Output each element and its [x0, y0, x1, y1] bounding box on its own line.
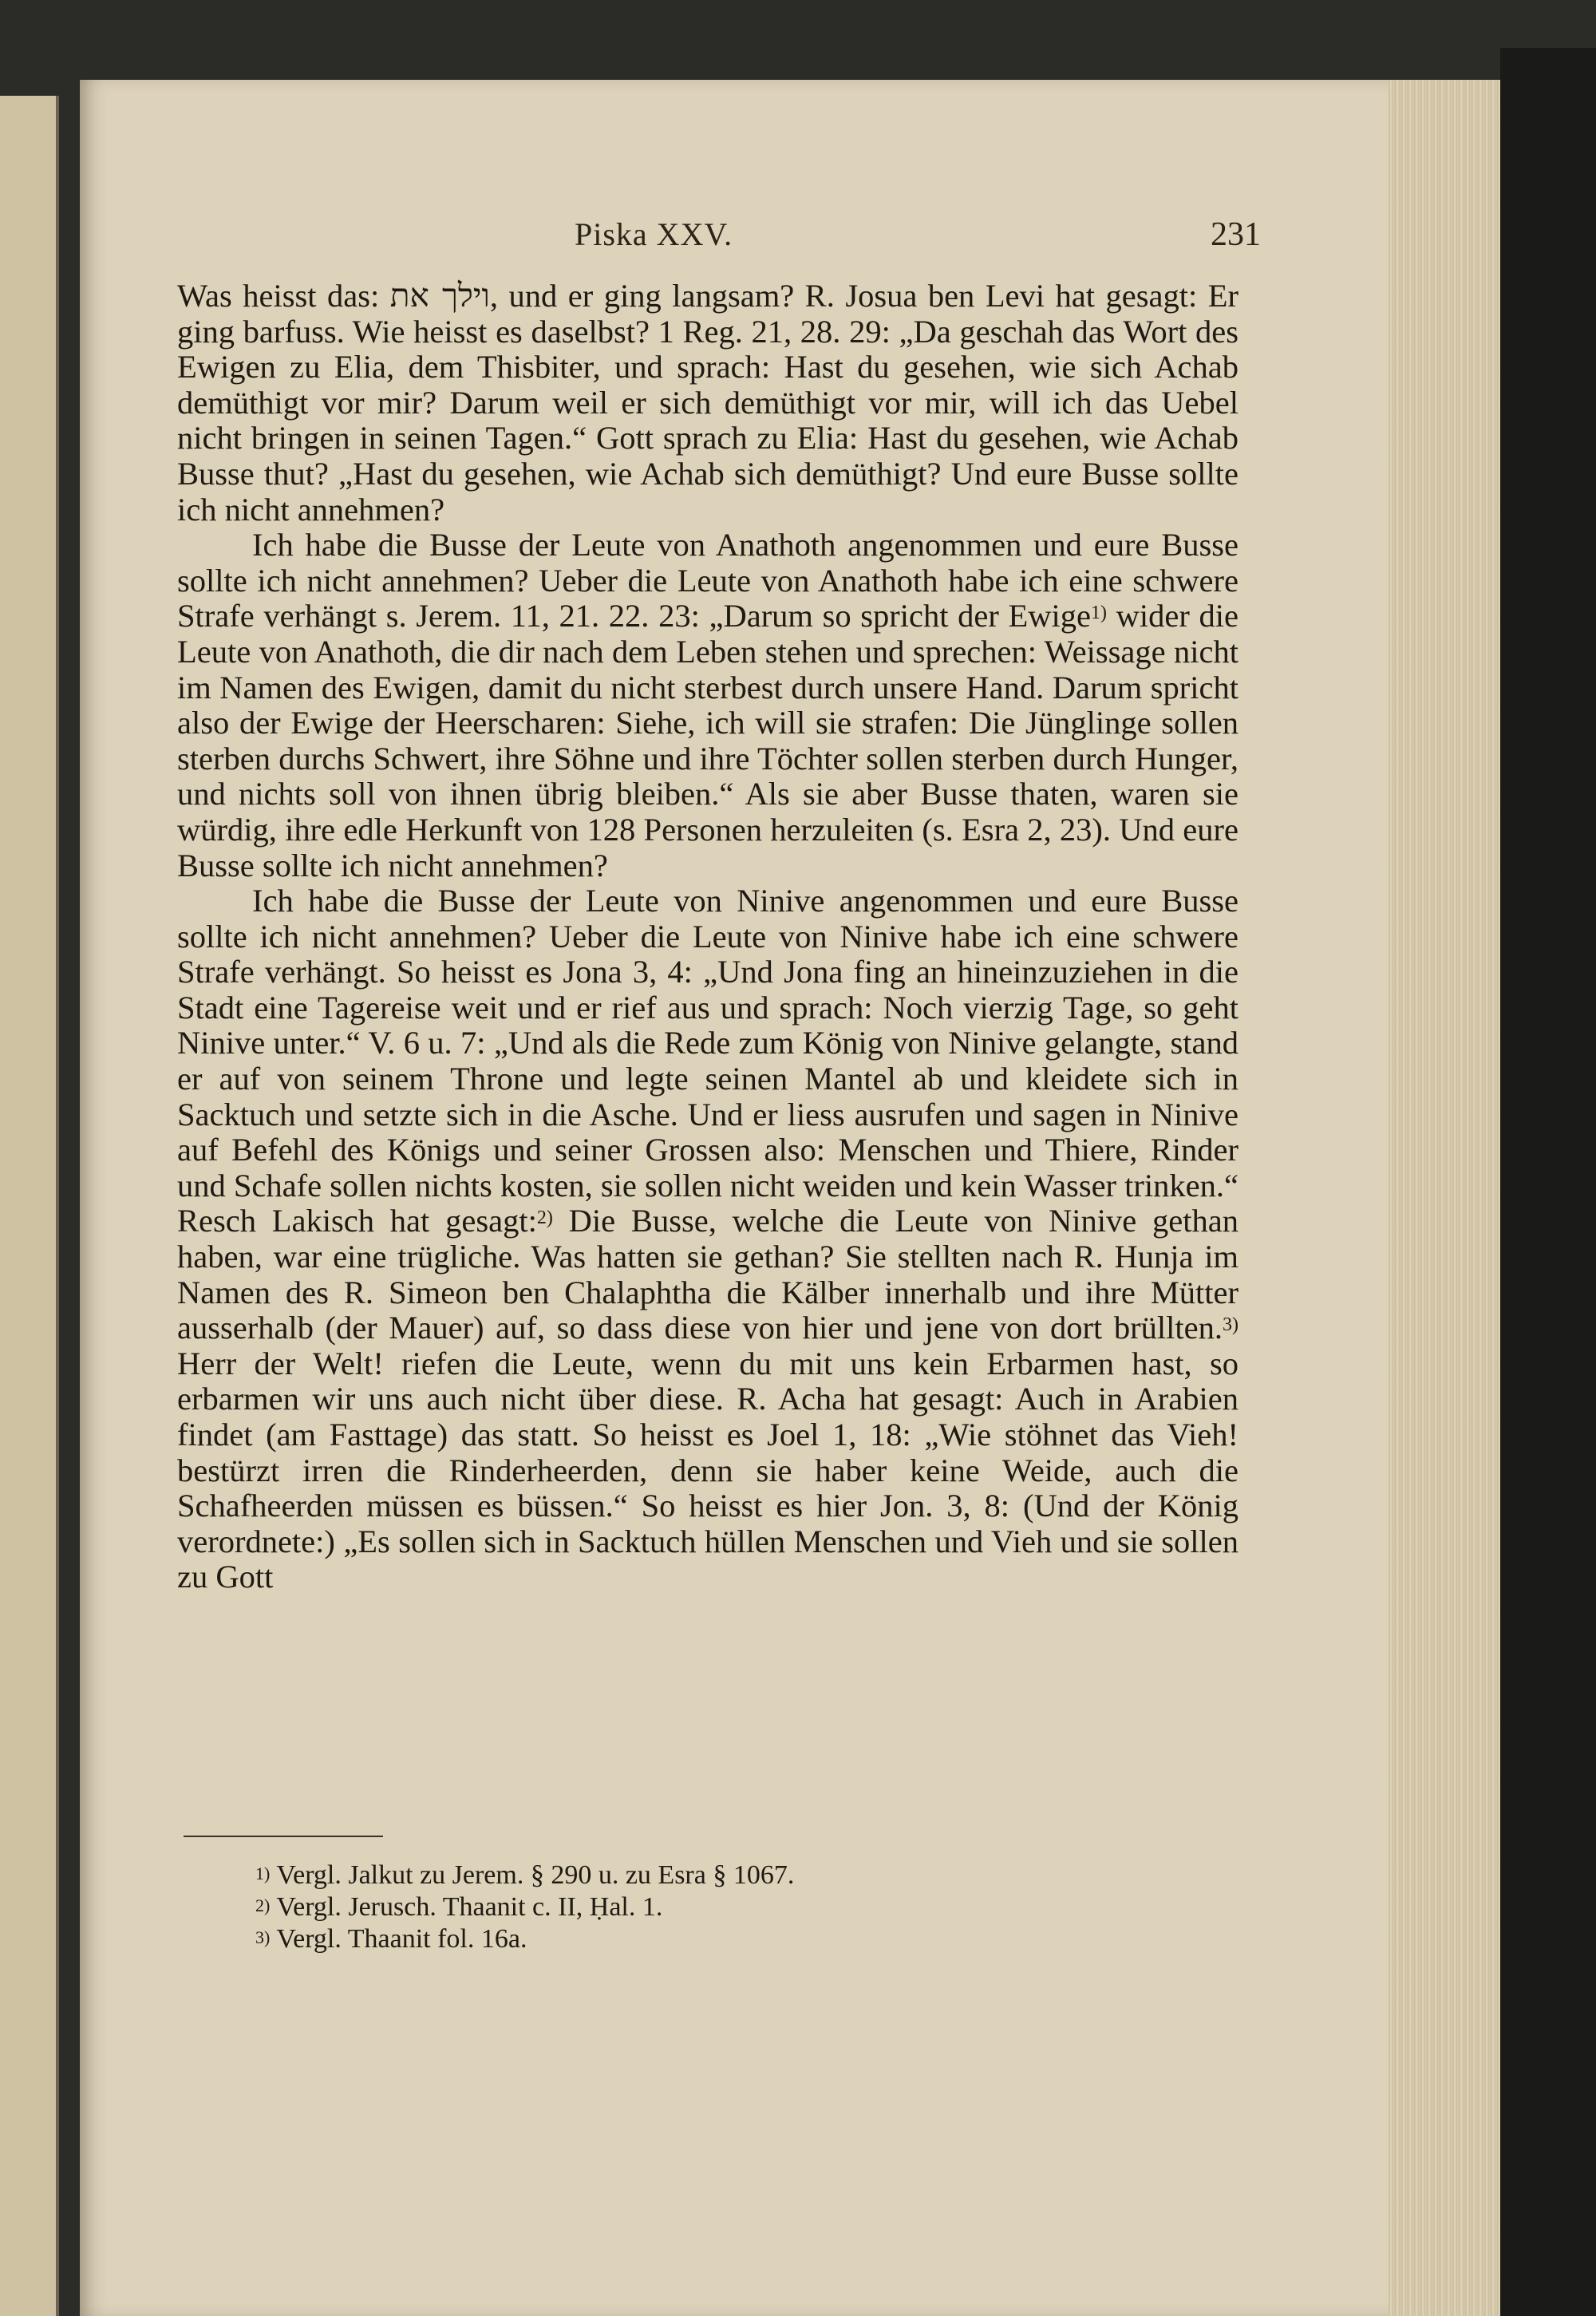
text-segment: Herr der Welt! riefen die Leute, wenn du mit uns kein Erbarmen hast, so erbarmen wir uns auch nicht über diese. R. Acha hat gesagt: Auch in Arabien findet (am Fasttage) das statt. So heisst es Joel 1, 18: „Wie stöhnet das Vieh! bestürzt irren die Rinderheerden, denn sie haber keine Weide, auch die Schafheerden müssen es büssen.“ So heisst es hier Jon. 3, 8: (Und der König verordnete:) „Es sollen sich in Sacktuch hüllen Menschen und Vieh und sie sollen zu Gott	[177, 1345, 1238, 1595]
page-edges	[1381, 80, 1500, 2316]
footnote-text: Vergl. Jerusch. Thaanit c. II, Ḥal. 1.	[276, 1892, 663, 1922]
footnote-mark: 2)	[255, 1895, 271, 1915]
footnote-rule	[184, 1836, 383, 1837]
text-segment: , und er ging langsam? R. Josua ben Levi hat gesagt: Er ging barfuss. Wie heisst es daselbst? 1 Reg. 21, 28. 29: „Da geschah das Wort des Ewigen zu Elia, dem Thisbiter, und sprach: Hast du gesehen, wie sich Achab demüthigt vor mir? Darum weil er sich demüthigt vor mir, will ich das Uebel nicht bringen in seinen Tagen.“ Gott sprach zu Elia: Hast du gesehen, wie Achab Busse thut? „Hast du gesehen, wie Achab sich demüthigt? Und eure Busse sollte ich nicht annehmen?	[177, 278, 1238, 528]
footnote-mark: 3)	[255, 1927, 271, 1947]
page-number: 231	[1211, 216, 1261, 253]
hebrew-text: וילך את	[389, 276, 490, 314]
text-segment: Was heisst das:	[177, 278, 390, 314]
footnote-reference: 2)	[536, 1207, 553, 1229]
footnote	[255, 1891, 1053, 1923]
footnote	[255, 1860, 1053, 1891]
book-page	[80, 80, 1389, 2316]
paragraph	[177, 278, 1238, 528]
facing-page-edge	[0, 96, 59, 2316]
page-header	[80, 215, 1301, 263]
paragraph	[177, 883, 1238, 1595]
footnote-reference: 1)	[1090, 603, 1107, 624]
book-cover	[1500, 48, 1596, 2316]
footnote	[255, 1923, 1053, 1955]
running-title: Piska XXV.	[575, 216, 733, 252]
text-segment: Ich habe die Busse der Leute von Anathoth angenommen und eure Busse sollte ich nicht annehmen? Ueber die Leute von Anathoth habe ich eine schwere Strafe verhängt s. Jerem. 11, 21. 22. 23: „Darum so spricht der Ewige	[177, 527, 1238, 634]
paragraph	[177, 528, 1238, 883]
footnote-reference: 3)	[1223, 1314, 1238, 1336]
footnotes	[255, 1860, 1053, 1955]
footnote-mark: 1)	[255, 1863, 271, 1883]
body-text	[177, 278, 1238, 1595]
text-segment: wider die Leute von Anathoth, die dir nach dem Leben stehen und sprechen: Weissage nicht im Namen des Ewigen, damit du nicht sterbest durch unsere Hand. Darum spricht also der Ewige der Heerscharen: Siehe, ich will sie strafen: Die Jünglinge sollen sterben durchs Schwert, ihre Söhne und ihre Töchter sollen sterben durch Hunger, und nichts soll von ihnen übrig bleiben.“ Als sie aber Busse thaten, waren sie würdig, ihre edle Herkunft von 128 Personen herzuleiten (s. Esra 2, 23). Und eure Busse sollte ich nicht annehmen?	[177, 598, 1238, 883]
footnote-text: Vergl. Jalkut zu Jerem. § 290 u. zu Esra § 1067.	[276, 1860, 795, 1890]
text-segment: Die Busse, welche die Leute von Ninive gethan haben, war eine trügliche. Was hatten sie gethan? Sie stellten nach R. Hunja im Namen des R. Simeon ben Chalaphtha die Kälber innerhalb und ihre Mütter ausserhalb (der Mauer) auf, so dass diese von hier und jene von dort brüllten.	[177, 1203, 1238, 1346]
footnote-text: Vergl. Thaanit fol. 16a.	[276, 1924, 527, 1954]
text-segment: Ich habe die Busse der Leute von Ninive angenommen und eure Busse sollte ich nicht annehmen? Ueber die Leute von Ninive habe ich eine schwere Strafe verhängt. So heisst es Jona 3, 4: „Und Jona fing an hineinzuziehen in die Stadt eine Tagereise weit und er rief aus und sprach: Noch vierzig Tage, so geht Ninive unter.“ V. 6 u. 7: „Und als die Rede zum König von Ninive gelangte, stand er auf von seinem Throne und legte seinen Mantel ab und kleidete sich in Sacktuch und setzte sich in die Asche. Und er liess ausrufen und sagen in Ninive auf Befehl des Königs und seiner Grossen also: Menschen und Thiere, Rinder und Schafe sollen nichts kosten, sie sollen nicht weiden und kein Wasser trinken.“ Resch Lakisch hat gesagt:	[177, 883, 1238, 1239]
